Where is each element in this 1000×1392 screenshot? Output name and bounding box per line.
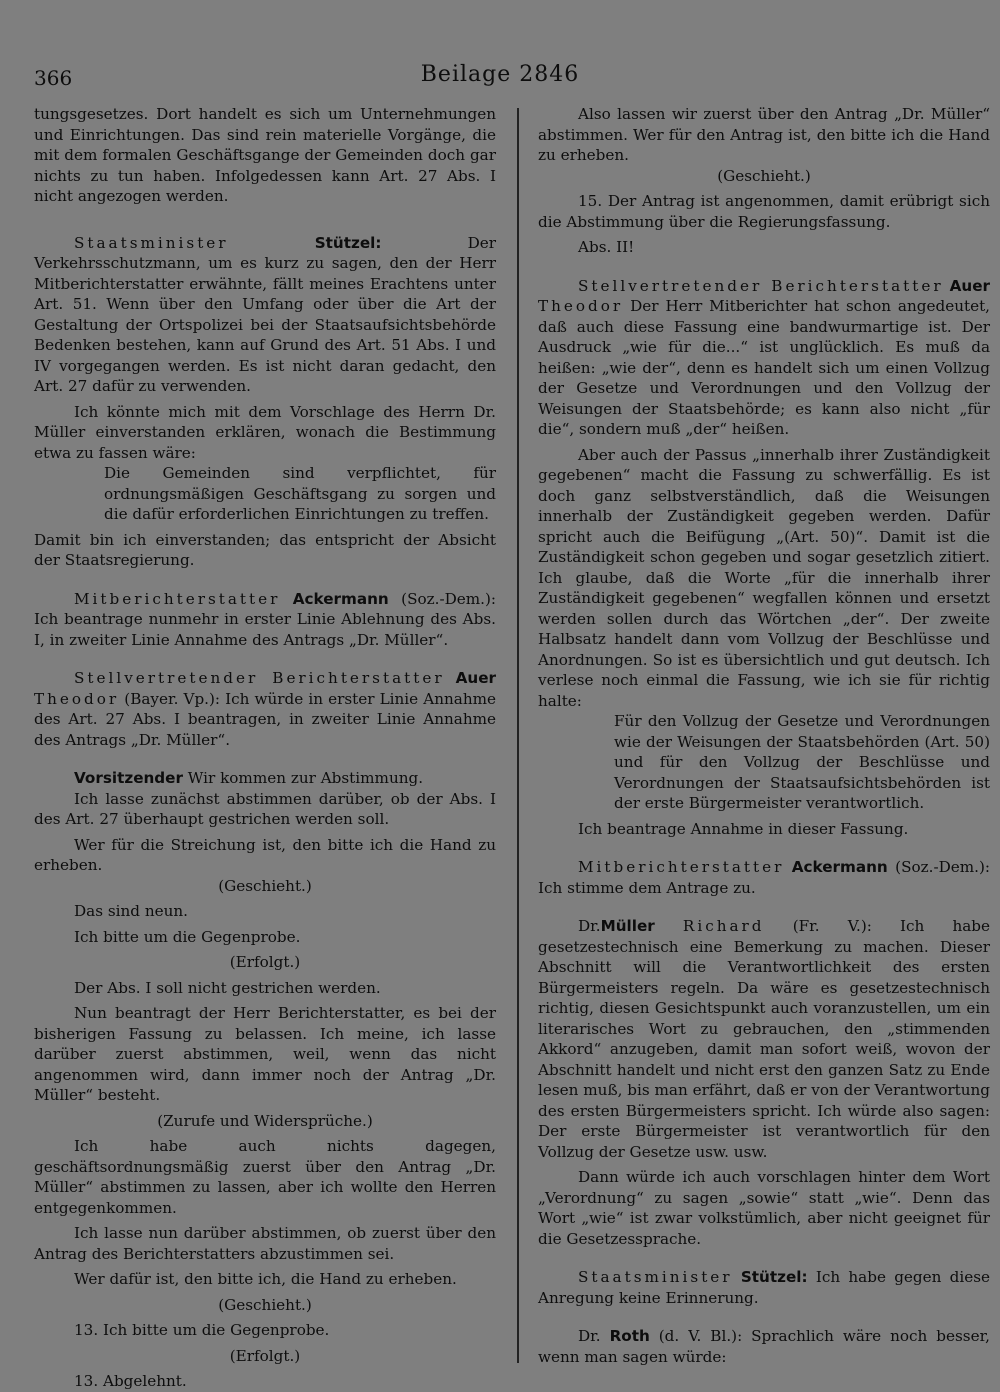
- speech-roth: Dr. Roth (d. V. Bl.): Sprachlich wäre noch besser, wenn man sagen würde:: [538, 1327, 990, 1366]
- column-divider: [517, 108, 519, 1363]
- paragraph: Ich bitte um die Gegenprobe.: [74, 927, 301, 946]
- paragraph: Ich beantrage Annahme in dieser Fassung.: [578, 819, 909, 838]
- right-column: [538, 104, 990, 1367]
- paragraph: Nun beantragt der Herr Berichterstatter, es bei der bisherigen Fassung zu belassen. Ich meine, ich lasse darüber zuerst abstimmen, weil, wenn das nicht angenommen wird, dann immer noch der Antrag „Dr. Müller“ besteht.: [34, 1004, 496, 1104]
- paragraph: tungsgesetzes. Dort handelt es sich um Unternehmungen und Einrichtungen. Das sind rein materielle Vorgänge, die mit dem formalen Geschäftsgange der Gemeinden doch gar nichts zu tun haben. Infolgedessen kann Art. 27 Abs. I nicht angezogen werden.: [34, 105, 496, 205]
- speech-stuetzel: Staatsminister Stützel: Der Verkehrsschutzmann, um es kurz zu sagen, den der Herr Mitberichterstatter erwähnte, fällt meines Erachtens unter Art. 51. Wenn über den Umfang oder über die Art der Gestaltung der Ortspolizei bei der Staatsaufsichtsbehörde Bedenken bestehen, kann auf Grund des Art. 51 Abs. I und IV vorgegangen werden. Es ist nicht daran gedacht, den Art. 27 dafür zu verwenden.: [34, 233, 497, 395]
- speech-mueller: Dr.Müller Richard (Fr. V.): Ich habe gesetzestechnisch eine Bemerkung zu machen. Dieser Abschnitt will die Verantwortlichkeit des ersten Bürgermeisters regeln. Da wäre es gesetzestechnisch richtig, diesen Gesichtspunkt auch voranzustellen, um ein literarisches Wort zu gebrauchen, den „stimmenden Akkord“ anzugeben, damit man sofort weiß, wovon der Abschnitt handelt und nicht erst den ganzen Satz zu Ende lesen muß, bis man erfährt, daß er von der Verantwortung des ersten Bürgermeisters spricht. Ich würde also sagen: Der erste Bürgermeister ist verantwortlich für den Vollzug der Gesetze usw. usw.: [538, 917, 991, 1161]
- speech-auer: Stellvertretender Berichterstatter Auer Theodor (Bayer. Vp.): Ich würde in erster Linie Annahme des Art. 27 Abs. I beantragen, in zweiter Linie Annahme des Antrags „Dr. Müller“.: [34, 669, 496, 749]
- paragraph: 13. Ich bitte um die Gegenprobe.: [74, 1321, 330, 1339]
- stage-direction: (Erfolgt.): [229, 953, 301, 971]
- paragraph: Das sind neun.: [74, 902, 188, 920]
- paragraph: Also lassen wir zuerst über den Antrag „Dr. Müller“ abstimmen. Wer für den Antrag ist, den bitte ich die Hand zu erheben.: [538, 105, 990, 164]
- page-header: [0, 62, 1000, 92]
- stage-direction: (Geschieht.): [218, 876, 312, 895]
- page-title: Beilage 2846: [420, 62, 580, 87]
- paragraph: Ich könnte mich mit dem Vorschlage des Herrn Dr. Müller einverstanden erklären, wonach die Bestimmung etwa zu fassen wäre:: [34, 402, 496, 462]
- quoted-proposal: Die Gemeinden sind verpflichtet, für ordnungsmäßigen Geschäftsgang zu sorgen und die dafür erforderlichen Einrichtungen zu treffen.: [104, 464, 496, 523]
- paragraph: Ich lasse zunächst abstimmen darüber, ob der Abs. I des Art. 27 überhaupt gestrichen werden soll.: [34, 789, 496, 828]
- stage-direction: (Erfolgt.): [229, 1346, 301, 1365]
- stage-direction: (Geschieht.): [218, 1295, 312, 1314]
- paragraph: Damit bin ich einverstanden; das entspricht der Absicht der Staatsregierung.: [34, 530, 496, 569]
- speech-auer: Stellvertretender Berichterstatter Auer Theodor Der Herr Mitberichter hat schon angedeutet, daß auch diese Fassung eine bandwurmartige ist. Der Ausdruck „wie für die...“ ist unglücklich. Es muß da heißen: „wie der“, denn es handelt sich um einen Vollzug der Gesetze und Verordnungen und den Vollzug der Weisungen der Staatsbehörde; es kann also nicht „für die“, sondern muß „der“ heißen.: [538, 276, 990, 438]
- paragraph: Ich habe auch nichts dagegen, geschäftsordnungsmäßig zuerst über den Antrag „Dr. Müller“ abstimmen zu lassen, aber ich wollte den Herren entgegenkommen.: [34, 1137, 496, 1217]
- stage-direction: (Zurufe und Widersprüche.): [157, 1111, 373, 1130]
- quoted-proposal: Für den Vollzug der Gesetze und Verordnungen wie der Weisungen der Staatsbehörden (Art. 50) und für den Vollzug der Beschlüsse und Verordnungen der Staatsaufsichtsbehörden ist der erste Bürgermeister verantwortlich.: [614, 712, 990, 812]
- paragraph: Dann würde ich auch vorschlagen hinter dem Wort „Verordnung“ zu sagen „sowie“ statt „wie“. Denn das Wort „wie“ ist zwar volkstümlich, aber nicht geeignet für die Gesetzessprache.: [538, 1168, 990, 1248]
- paragraph: 13. Abgelehnt.: [74, 1372, 187, 1390]
- paragraph: Abs. II!: [578, 238, 635, 256]
- speech-vorsitzender: Vorsitzender Wir kommen zur Abstimmung.: [74, 769, 424, 787]
- speech-ackermann: Mitberichterstatter Ackermann (Soz.-Dem.): Ich stimme dem Antrage zu.: [538, 858, 991, 897]
- speech-stuetzel: Staatsminister Stützel: Ich habe gegen diese Anregung keine Erinnerung.: [538, 1268, 991, 1307]
- speech-ackermann: Mitberichterstatter Ackermann (Soz.-Dem.): Ich beantrage nunmehr in erster Linie Ablehnung des Abs. I, in zweiter Linie Annahme des Antrags „Dr. Müller“.: [34, 589, 497, 649]
- page-number: 366: [34, 66, 73, 90]
- stage-direction: (Geschieht.): [717, 166, 811, 185]
- paragraph: Aber auch der Passus „innerhalb ihrer Zuständigkeit gegebenen“ macht die Fassung zu schwerfällig. Es ist doch ganz selbstverständlich, daß die Weisungen innerhalb der Zuständigkeit gegeben werden. Dafür spricht auch die Beifügung „(Art. 50)“. Damit ist die Zuständigkeit schon gegeben und sogar gesetzlich zitiert. Ich glaube, daß die Worte „für die innerhalb ihrer Zuständigkeit gegebenen“ wegfallen können und ersetzt werden sollen durch das Wörtchen „der“. Der zweite Halbsatz handelt dann vom Vollzug der Beschlüsse und Anordnungen. So ist es übersichtlich und gut deutsch. Ich verlese noch einmal die Fassung, wie ich sie für richtig halte:: [538, 445, 990, 710]
- paragraph: Wer für die Streichung ist, den bitte ich die Hand zu erheben.: [34, 835, 496, 874]
- paragraph: Wer dafür ist, den bitte ich, die Hand zu erheben.: [74, 1270, 457, 1288]
- paragraph: Der Abs. I soll nicht gestrichen werden.: [74, 978, 381, 997]
- paragraph: Ich lasse nun darüber abstimmen, ob zuerst über den Antrag des Berichterstatters abzustimmen sei.: [34, 1224, 496, 1263]
- paragraph: 15. Der Antrag ist angenommen, damit erübrigt sich die Abstimmung über die Regierungsfassung.: [538, 192, 990, 231]
- left-column: [34, 104, 496, 1392]
